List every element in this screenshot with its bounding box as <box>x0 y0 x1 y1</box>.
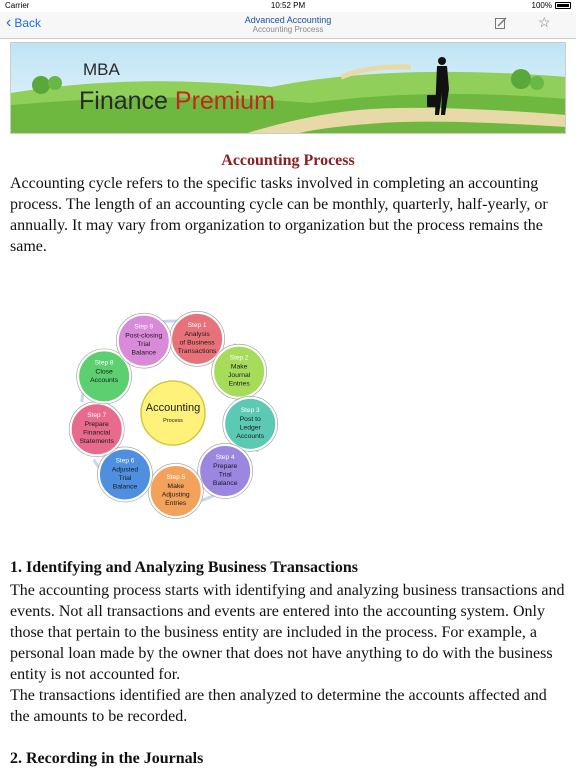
step-text-line: of Business <box>179 339 215 347</box>
step-text-line: Ledger <box>239 424 261 432</box>
nav-title-block <box>0 15 576 34</box>
battery-indicator <box>532 1 571 10</box>
step-text-line: Balance <box>212 479 238 487</box>
step-number-label: Step 1 <box>187 321 207 329</box>
step-text-line: Trial <box>137 341 151 349</box>
step-text-line: Statements <box>79 438 114 446</box>
step-number-label: Step 4 <box>215 453 235 461</box>
step-text-line: Post to <box>239 415 261 423</box>
article-title: Accounting Process <box>221 152 355 169</box>
step-text-line: Transactions <box>177 347 217 355</box>
step-text-line: Make <box>167 482 185 490</box>
step-text-line: Accounts <box>90 376 119 384</box>
chevron-left-icon: ‹ <box>6 14 12 31</box>
step-number-label: Step 6 <box>115 457 135 465</box>
step-text-line: Balance <box>112 483 138 491</box>
cycle-step-9 <box>116 313 171 368</box>
banner-finance-word: Finance <box>79 87 175 115</box>
intro-paragraph: Accounting cycle refers to the specific tasks involved in completing an accounting process. The length of an accounting cycle can be monthly, quarterly, half-yearly, or annually. It may vary from organization to organization but the process remains the same. <box>10 175 548 255</box>
status-bar <box>0 0 576 12</box>
accounting-cycle-diagram <box>60 303 290 528</box>
step-text-line: Journal <box>227 372 251 380</box>
navigation-bar <box>0 12 576 39</box>
nav-subtitle: Accounting Process <box>252 25 324 34</box>
step-text-line: Post-closing <box>125 332 163 340</box>
section-1-title: 1. Identifying and Analyzing Business Transactions <box>10 559 358 576</box>
step-number-label: Step 9 <box>134 323 154 331</box>
step-text-line: Balance <box>131 349 157 357</box>
center-title: Accounting <box>145 402 201 414</box>
nav-title: Advanced Accounting <box>244 15 332 25</box>
section-2-title: 2. Recording in the Journals <box>10 750 204 767</box>
battery-icon <box>555 2 571 9</box>
cycle-step-4 <box>198 443 253 498</box>
section-1-paragraph-2: The transactions identified are then analyzed to determine the accounts affected and the amounts to be recorded. <box>10 687 547 725</box>
step-text-line: Trial <box>218 471 232 479</box>
step-number-label: Step 5 <box>166 473 186 481</box>
step-text-line: Make <box>230 363 248 371</box>
cycle-step-3 <box>223 396 278 451</box>
clock: 10:52 PM <box>270 1 306 10</box>
edit-note-icon[interactable] <box>494 16 508 35</box>
cycle-step-5 <box>148 463 203 518</box>
section-1-paragraph-1: The accounting process starts with identifying and analyzing business transactions and events. Not all transactions and events are entered into the accounting system. Only those that pertain to the business entity are included in the process. For example, a personal loan made by the owner that does not have anything to do with the business entity is not accounted for. <box>10 582 565 683</box>
cycle-step-7 <box>69 402 124 457</box>
step-text-line: Prepare <box>213 462 238 470</box>
step-text-line: Accounts <box>236 432 265 440</box>
center-subtitle: Process <box>163 418 183 424</box>
step-text-line: Trial <box>118 474 132 482</box>
step-text-line: Adjusting <box>161 491 190 499</box>
step-number-label: Step 7 <box>87 412 107 420</box>
back-label: Back <box>14 16 42 30</box>
step-text-line: Close <box>95 368 113 376</box>
step-number-label: Step 8 <box>94 359 114 367</box>
step-number-label: Step 2 <box>229 354 249 362</box>
step-text-line: Adjusted <box>111 466 139 474</box>
battery-percent: 100% <box>531 1 552 10</box>
cycle-step-2 <box>212 344 267 399</box>
step-text-line: Prepare <box>84 421 109 429</box>
finance-premium-banner <box>10 42 566 134</box>
step-number-label: Step 3 <box>240 406 260 414</box>
step-text-line: Financial <box>83 429 111 437</box>
banner-mba-text: MBA <box>83 60 120 79</box>
step-text-line: Entries <box>228 380 250 388</box>
carrier-label: Carrier <box>5 1 30 10</box>
step-text-line: Entries <box>165 499 187 507</box>
banner-premium-word: Premium <box>174 87 275 115</box>
banner-finance-premium-text <box>79 87 275 116</box>
step-text-line: Analysis <box>184 330 210 338</box>
favorite-star-icon[interactable]: ☆ <box>538 14 551 30</box>
